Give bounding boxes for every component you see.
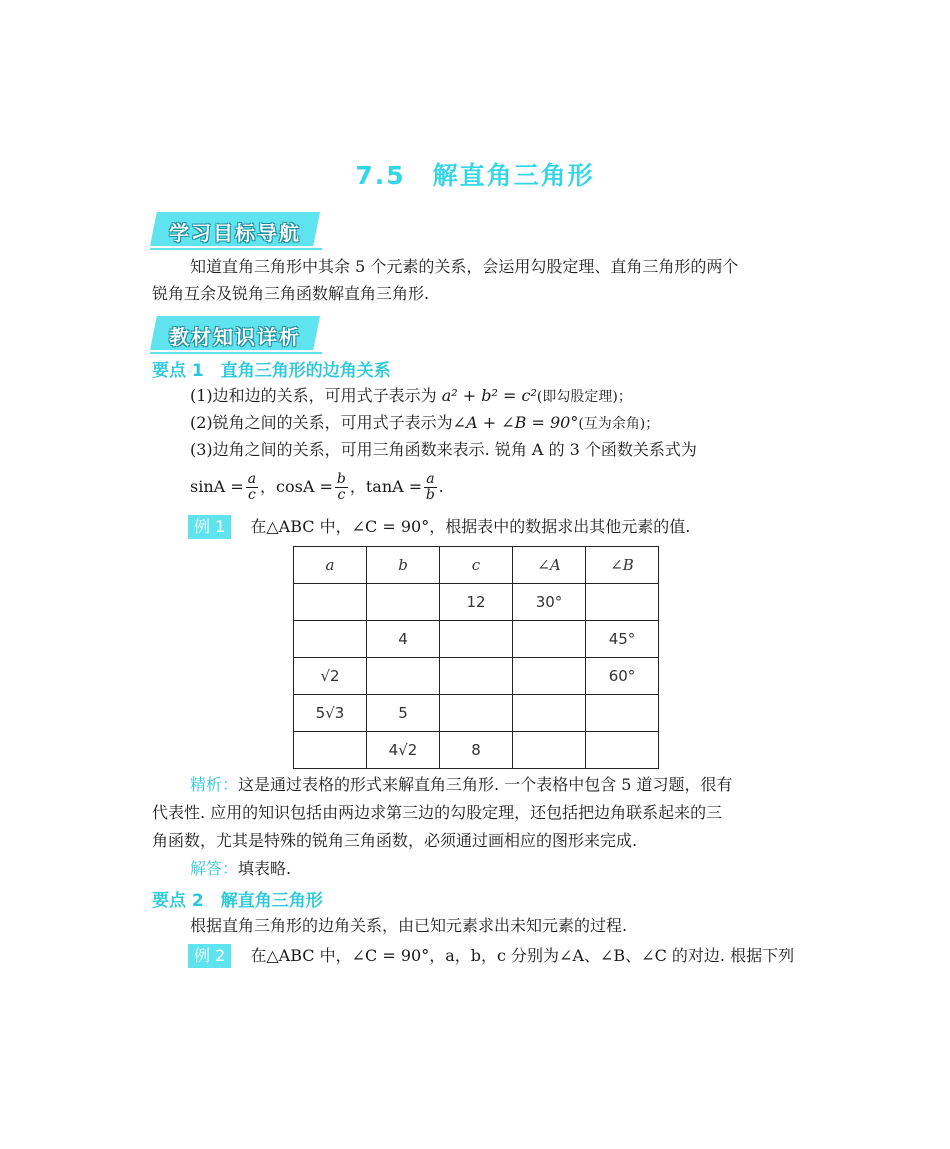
analysis-label: 精析： bbox=[190, 775, 239, 794]
table-cell bbox=[513, 621, 586, 658]
table-cell: 5√3 bbox=[294, 695, 367, 732]
table-row bbox=[294, 658, 659, 695]
table-cell bbox=[440, 695, 513, 732]
table-header-row bbox=[294, 547, 659, 584]
example1-text: 在△ABC 中，∠C = 90°，根据表中的数据求出其他元素的值. bbox=[250, 517, 691, 536]
table-cell bbox=[294, 732, 367, 769]
point1-item3: (3)边角之间的关系，可用三角函数来表示. 锐角 A 的 3 个函数关系式为 bbox=[190, 440, 697, 459]
cos-label: ，cosA = bbox=[260, 477, 333, 496]
table-cell: 4√2 bbox=[367, 732, 440, 769]
example1-table bbox=[293, 546, 659, 769]
cos-den: c bbox=[337, 487, 346, 503]
table-row bbox=[294, 621, 659, 658]
item1-suffix: (即勾股定理)； bbox=[536, 389, 632, 405]
table-cell: 4 bbox=[367, 621, 440, 658]
sin-fraction bbox=[246, 472, 258, 503]
table-cell bbox=[367, 658, 440, 695]
item1-formula: a² + b² = c² bbox=[441, 386, 537, 405]
table-cell bbox=[440, 621, 513, 658]
table-row bbox=[294, 695, 659, 732]
analysis-line2: 代表性. 应用的知识包括由两边求第三边的勾股定理，还包括把边角联系起来的三 bbox=[152, 803, 723, 822]
answer-label: 解答： bbox=[190, 859, 239, 878]
table-row bbox=[294, 732, 659, 769]
table-header-cell: b bbox=[367, 547, 440, 584]
answer-text: 填表略. bbox=[238, 859, 292, 878]
example2-label: 例 2 bbox=[188, 944, 231, 968]
tan-num: a bbox=[426, 471, 435, 487]
point1-heading: 要点 1 直角三角形的边角关系 bbox=[152, 361, 391, 381]
item2-suffix: (互为余角)； bbox=[578, 416, 660, 432]
table-cell bbox=[367, 584, 440, 621]
table-cell bbox=[513, 658, 586, 695]
table-header-cell: c bbox=[440, 547, 513, 584]
point2-text: 根据直角三角形的边角关系，由已知元素求出未知元素的过程. bbox=[190, 916, 628, 935]
tan-den: b bbox=[425, 487, 435, 503]
item2-formula: ∠A + ∠B = 90° bbox=[452, 413, 579, 432]
example2 bbox=[188, 943, 794, 969]
analysis-banner-label: 教材知识详析 bbox=[169, 325, 301, 349]
table-cell bbox=[440, 658, 513, 695]
point1-item2 bbox=[190, 410, 659, 437]
sin-den: c bbox=[247, 487, 256, 503]
analysis-banner bbox=[150, 316, 320, 350]
analysis-line1 bbox=[190, 772, 733, 798]
page-title: 7.5 解直角三角形 bbox=[355, 161, 595, 190]
goal-text-line2: 锐角互余及锐角三角函数解直角三角形. bbox=[152, 284, 430, 303]
goal-text-line1: 知道直角三角形中其余 5 个元素的关系，会运用勾股定理、直角三角形的两个 bbox=[190, 257, 739, 276]
table-header-cell: a bbox=[294, 547, 367, 584]
example2-text: 在△ABC 中，∠C = 90°，a，b，c 分别为∠A、∠B、∠C 的对边. 根据下列 bbox=[250, 946, 795, 965]
trig-formulas bbox=[190, 470, 444, 504]
goal-banner bbox=[150, 212, 320, 246]
table-cell: 60° bbox=[586, 658, 659, 695]
table-header-cell: ∠B bbox=[586, 547, 659, 584]
cos-fraction bbox=[335, 472, 348, 503]
table-cell bbox=[586, 584, 659, 621]
table-cell bbox=[586, 732, 659, 769]
table-row bbox=[294, 584, 659, 621]
table-cell: 12 bbox=[440, 584, 513, 621]
sin-label: sinA = bbox=[190, 477, 244, 496]
analysis-line1-text: 这是通过表格的形式来解直角三角形. 一个表格中包含 5 道习题，很有 bbox=[238, 775, 733, 794]
table-header-cell: ∠A bbox=[513, 547, 586, 584]
goal-banner-label: 学习目标导航 bbox=[169, 221, 301, 245]
tan-label: ，tanA = bbox=[349, 477, 423, 496]
table-cell: 45° bbox=[586, 621, 659, 658]
tan-fraction bbox=[424, 472, 436, 503]
table-cell: 5 bbox=[367, 695, 440, 732]
sin-num: a bbox=[247, 471, 257, 487]
item2-prefix: (2)锐角之间的关系，可用式子表示为 bbox=[190, 413, 453, 432]
example1 bbox=[188, 514, 690, 540]
cos-num: b bbox=[336, 471, 346, 487]
table-cell bbox=[294, 584, 367, 621]
table-cell bbox=[294, 621, 367, 658]
table-cell bbox=[513, 732, 586, 769]
point1-item1 bbox=[190, 383, 632, 410]
example1-label: 例 1 bbox=[188, 515, 231, 539]
table-cell bbox=[586, 695, 659, 732]
answer bbox=[190, 856, 291, 882]
point2-heading: 要点 2 解直角三角形 bbox=[152, 891, 323, 911]
analysis-line3: 角函数，尤其是特殊的锐角三角函数，必须通过画相应的图形来完成. bbox=[152, 831, 638, 850]
table-cell: 8 bbox=[440, 732, 513, 769]
item1-prefix: (1)边和边的关系，可用式子表示为 bbox=[190, 386, 442, 405]
formula-end: . bbox=[438, 477, 444, 496]
table-cell bbox=[513, 695, 586, 732]
table-cell: 30° bbox=[513, 584, 586, 621]
table-cell: √2 bbox=[294, 658, 367, 695]
